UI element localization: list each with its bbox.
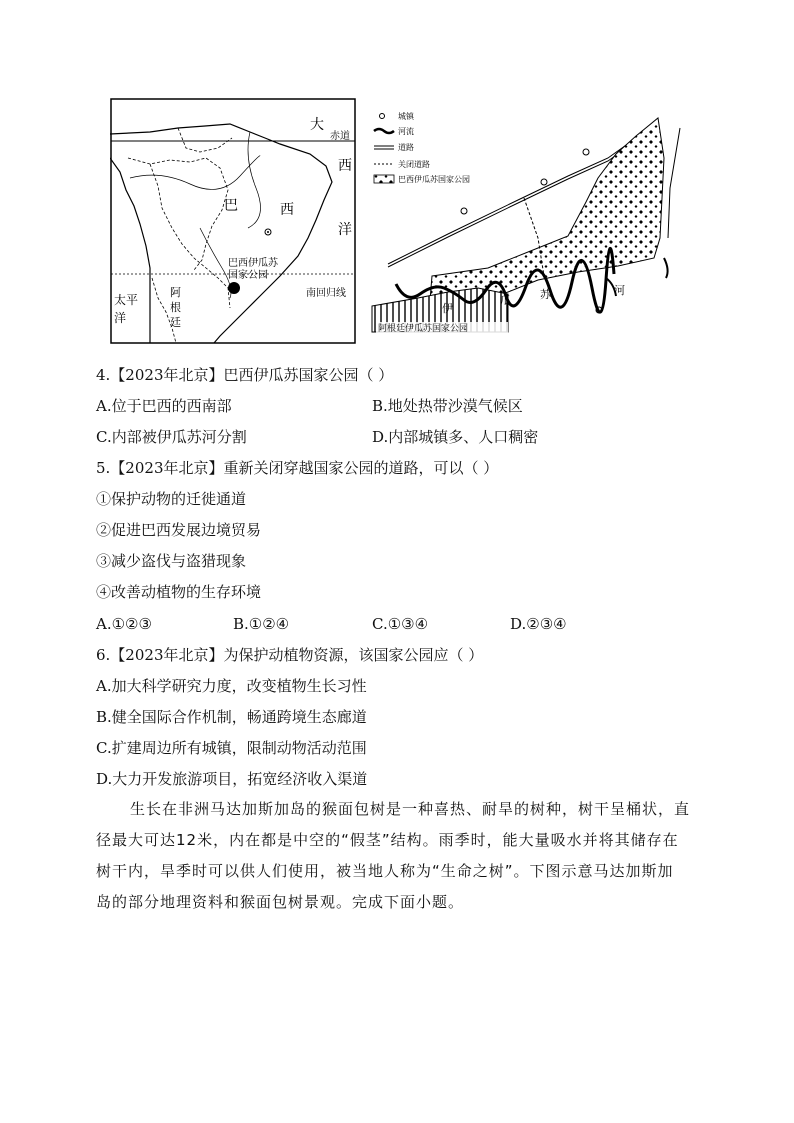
q5-item-1: ①保护动物的迁徙通道 xyxy=(96,490,247,508)
q5-option-a: A.①②③ xyxy=(96,615,152,633)
q6-option-b: B.健全国际合作机制，畅通跨境生态廊道 xyxy=(96,708,367,726)
passage-line-4: 岛的部分地理资料和猴面包树景观。完成下面小题。 xyxy=(96,893,465,911)
iguazu-park-map xyxy=(368,98,694,356)
q4-option-c: C.内部被伊瓜苏河分割 xyxy=(96,428,247,446)
q4-option-d: D.内部城镇多、人口稠密 xyxy=(372,428,539,446)
label-ocean-3: 洋 xyxy=(338,222,352,238)
q5-item-3: ③减少盗伐与盗猎现象 xyxy=(96,552,247,570)
q5-option-c: C.①③④ xyxy=(372,615,429,633)
q5-option-d: D.②③④ xyxy=(510,615,567,633)
legend-river: 河流 xyxy=(398,127,414,136)
label-tropic: 南回归线 xyxy=(306,288,346,299)
q5-option-b: B.①②④ xyxy=(233,615,290,633)
passage-line-2: 径最大可达12米，内在都是中空的“假茎”结构。雨季时，能大量吸水并将其储存在 xyxy=(96,831,679,849)
passage-line-3: 树干内，旱季时可以供人们使用，被当地人称为“生命之树”。下图示意马达加斯加 xyxy=(96,862,674,880)
question-4-stem: 4.【2023年北京】巴西伊瓜苏国家公园（ ） xyxy=(96,366,394,384)
passage-line-1: 生长在非洲马达加斯加岛的猴面包树是一种喜热、耐旱的树种，树干呈桶状，直 xyxy=(130,800,691,818)
legend-park: 巴西伊瓜苏国家公园 xyxy=(398,175,470,184)
label-argentina-3: 廷 xyxy=(170,316,181,329)
passage xyxy=(96,794,696,918)
river-char-4: 河 xyxy=(614,284,625,297)
river-char-1: 伊 xyxy=(442,302,453,315)
label-equator: 赤道 xyxy=(330,131,350,142)
q5-item-2: ②促进巴西发展边境贸易 xyxy=(96,521,262,539)
label-park-1: 巴西伊瓜苏 xyxy=(228,258,278,269)
label-ocean-1: 大 xyxy=(310,117,324,133)
label-pacific-2: 洋 xyxy=(114,311,127,325)
q6-option-c: C.扩建周边所有城镇，限制动物活动范围 xyxy=(96,739,367,757)
question-6-stem: 6.【2023年北京】为保护动植物资源，该国家公园应（ ） xyxy=(96,646,484,664)
label-park-2: 国家公园 xyxy=(228,270,268,281)
river-char-3: 苏 xyxy=(540,288,551,301)
q5-item-4: ④改善动植物的生存环境 xyxy=(96,583,262,601)
label-argentina-park: 阿根廷伊瓜苏国家公园 xyxy=(378,324,469,334)
legend-town: 城镇 xyxy=(398,112,414,121)
label-argentina-2: 根 xyxy=(170,301,181,314)
map-legend xyxy=(374,111,470,184)
label-ocean-2: 西 xyxy=(338,158,352,174)
river-char-2: 瓜 xyxy=(500,294,511,307)
label-argentina-1: 阿 xyxy=(170,286,181,299)
label-pacific-1: 太平 xyxy=(114,293,139,307)
q6-option-d: D.大力开发旅游项目，拓宽经济收入渠道 xyxy=(96,770,368,788)
q6-option-a: A.加大科学研究力度，改变植物生长习性 xyxy=(96,677,367,695)
question-5-stem: 5.【2023年北京】重新关闭穿越国家公园的道路，可以（ ） xyxy=(96,459,499,477)
q4-option-a: A.位于巴西的西南部 xyxy=(96,397,232,415)
label-brazil-2: 西 xyxy=(280,202,294,218)
south-america-map xyxy=(110,98,356,344)
legend-road: 道路 xyxy=(398,143,414,152)
legend-closed-road: 关闭道路 xyxy=(398,160,430,169)
label-brazil-1: 巴 xyxy=(224,198,238,214)
q4-option-b: B.地处热带沙漠气候区 xyxy=(372,397,523,415)
park-location-dot xyxy=(228,282,240,294)
